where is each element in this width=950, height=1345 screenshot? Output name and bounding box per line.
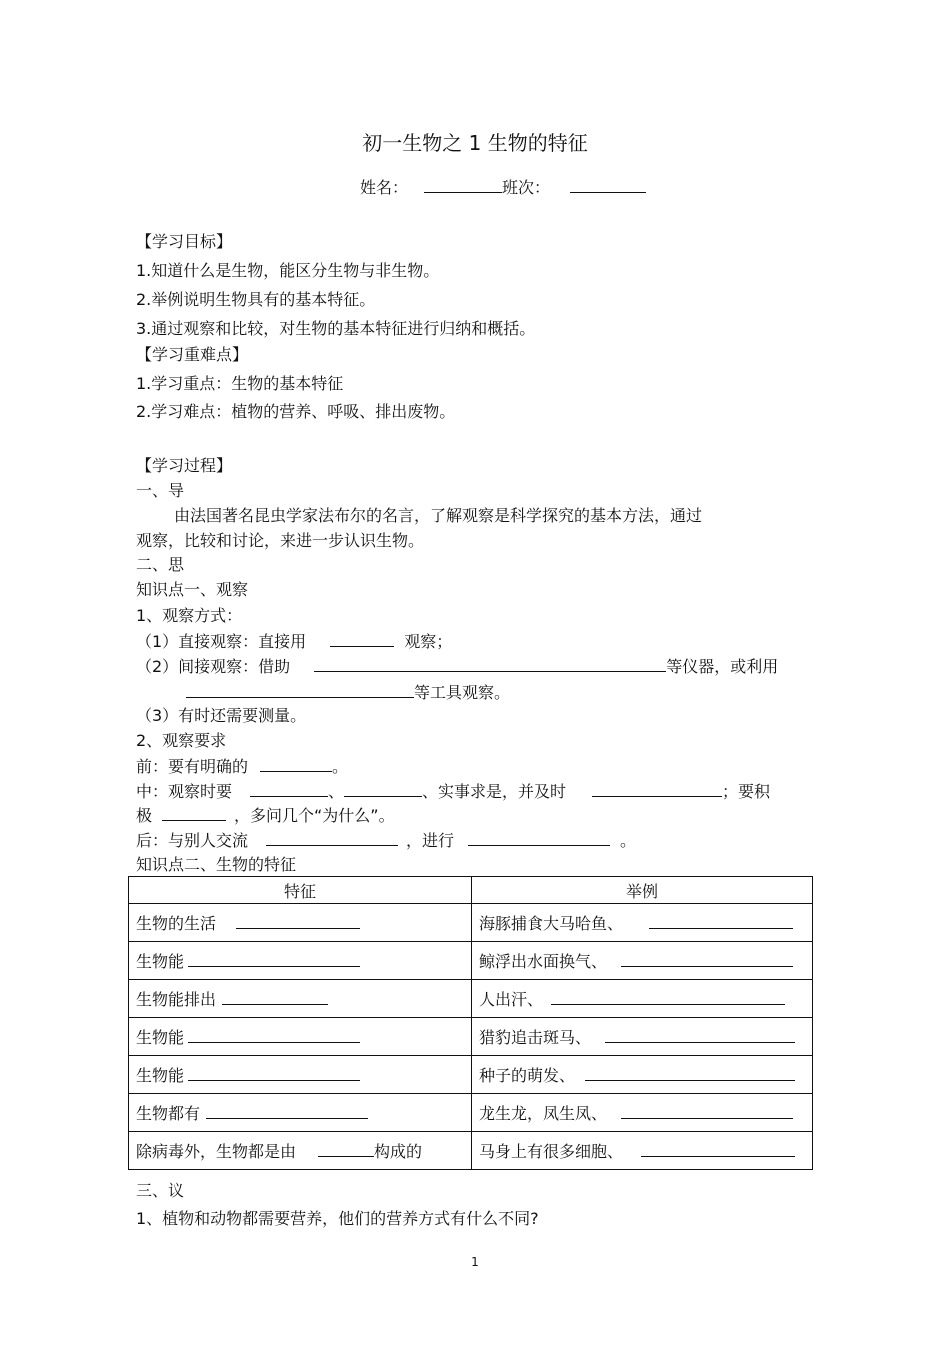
feature-cell: 生物都有 xyxy=(129,1094,472,1132)
feature-cell: 生物能 xyxy=(129,942,472,980)
table-header: 举例 xyxy=(472,877,813,904)
keypoint-item: 1.学习重点：生物的基本特征 xyxy=(136,374,344,393)
table-header-row xyxy=(129,877,813,904)
subsection-title: 2、观察要求 xyxy=(136,731,227,750)
table-row xyxy=(129,1132,813,1170)
record-blank[interactable] xyxy=(592,781,722,797)
think-blank[interactable] xyxy=(162,805,226,821)
example-blank[interactable] xyxy=(621,951,793,967)
table-row xyxy=(129,1056,813,1094)
student-info xyxy=(360,177,646,198)
class-blank[interactable] xyxy=(570,177,646,193)
feature-blank[interactable] xyxy=(188,1027,360,1043)
table-row xyxy=(129,980,813,1018)
example-blank[interactable] xyxy=(621,1103,793,1119)
during-blank-1[interactable] xyxy=(250,781,328,797)
before-line: 前：要有明确的 。 xyxy=(136,757,349,776)
example-cell: 猎豹追击斑马、 xyxy=(472,1018,813,1056)
feature-blank[interactable] xyxy=(206,1103,368,1119)
knowledge-point-title: 知识点二、生物的特征 xyxy=(136,855,297,874)
table-row xyxy=(129,1018,813,1056)
example-blank[interactable] xyxy=(551,989,785,1005)
feature-cell: 除病毒外，生物都是由 构成的 xyxy=(129,1132,472,1170)
feature-blank[interactable] xyxy=(236,913,360,929)
characteristics-table xyxy=(128,876,813,1170)
page-number: 1 xyxy=(471,1255,479,1269)
page-title: 初一生物之 1 生物的特征 xyxy=(362,131,588,155)
direct-blank[interactable] xyxy=(330,631,394,647)
purpose-blank[interactable] xyxy=(260,756,332,772)
indirect-observation-line: （2）间接观察：借助 等仪器，或利用 xyxy=(136,657,779,676)
intro-paragraph-line: 由法国著名昆虫学家法布尔的名言，了解观察是科学探究的基本方法，通过 xyxy=(174,506,703,525)
indirect-observation-line-2: 等工具观察。 xyxy=(186,682,510,703)
during-line: 中：观察时要 、 、实事求是，并及时 ；要积 xyxy=(136,782,771,801)
table-row xyxy=(129,942,813,980)
goal-item: 3.通过观察和比较，对生物的基本特征进行归纳和概括。 xyxy=(136,319,536,338)
name-blank[interactable] xyxy=(424,177,502,193)
subsection-title: 1、观察方式： xyxy=(136,606,243,625)
example-cell: 鲸浮出水面换气、 xyxy=(472,942,813,980)
table-header: 特征 xyxy=(129,877,472,904)
section-title: 三、议 xyxy=(136,1181,185,1200)
knowledge-point-title: 知识点一、观察 xyxy=(136,580,249,599)
during-line-2: 极 ，多问几个“为什么”。 xyxy=(136,806,395,825)
example-cell: 马身上有很多细胞、 xyxy=(472,1132,813,1170)
example-blank[interactable] xyxy=(641,1141,795,1157)
goal-item: 1.知道什么是生物，能区分生物与非生物。 xyxy=(136,261,440,280)
feature-cell: 生物能 xyxy=(129,1018,472,1056)
example-cell: 海豚捕食大马哈鱼、 xyxy=(472,904,813,942)
after-line: 后：与别人交流 ，进行 。 xyxy=(136,831,637,850)
keypoints-heading: 【学习重难点】 xyxy=(136,345,249,364)
example-cell: 种子的萌发、 xyxy=(472,1056,813,1094)
intro-paragraph-line: 观察，比较和讨论，来进一步认识生物。 xyxy=(136,531,425,550)
process-heading: 【学习过程】 xyxy=(136,456,233,475)
feature-cell: 生物能排出 xyxy=(129,980,472,1018)
feature-cell: 生物的生活 xyxy=(129,904,472,942)
during-blank-2[interactable] xyxy=(344,781,422,797)
example-blank[interactable] xyxy=(649,913,793,929)
feature-cell: 生物能 xyxy=(129,1056,472,1094)
tool-blank[interactable] xyxy=(186,682,414,698)
keypoint-item: 2.学习难点：植物的营养、呼吸、排出废物。 xyxy=(136,402,456,421)
section-title: 二、思 xyxy=(136,555,185,574)
example-cell: 人出汗、 xyxy=(472,980,813,1018)
feature-blank[interactable] xyxy=(188,951,360,967)
class-label: 班次： xyxy=(502,178,551,197)
feature-blank[interactable] xyxy=(188,1065,360,1081)
example-cell: 龙生龙，凤生凤、 xyxy=(472,1094,813,1132)
feature-blank[interactable] xyxy=(222,989,328,1005)
measure-line: （3）有时还需要测量。 xyxy=(136,706,307,725)
feature-blank[interactable] xyxy=(318,1141,374,1157)
direct-observation-line: （1）直接观察：直接用 观察； xyxy=(136,632,453,651)
goal-item: 2.举例说明生物具有的基本特征。 xyxy=(136,290,376,309)
name-label: 姓名： xyxy=(360,178,409,197)
discussion-question: 1、植物和动物都需要营养，他们的营养方式有什么不同? xyxy=(136,1209,539,1228)
section-title: 一、导 xyxy=(136,481,185,500)
table-row xyxy=(129,904,813,942)
goals-heading: 【学习目标】 xyxy=(136,232,233,251)
exchange-blank[interactable] xyxy=(266,830,398,846)
discussion-blank[interactable] xyxy=(468,830,610,846)
example-blank[interactable] xyxy=(605,1027,795,1043)
instrument-blank[interactable] xyxy=(314,656,666,672)
example-blank[interactable] xyxy=(585,1065,795,1081)
table-row xyxy=(129,1094,813,1132)
